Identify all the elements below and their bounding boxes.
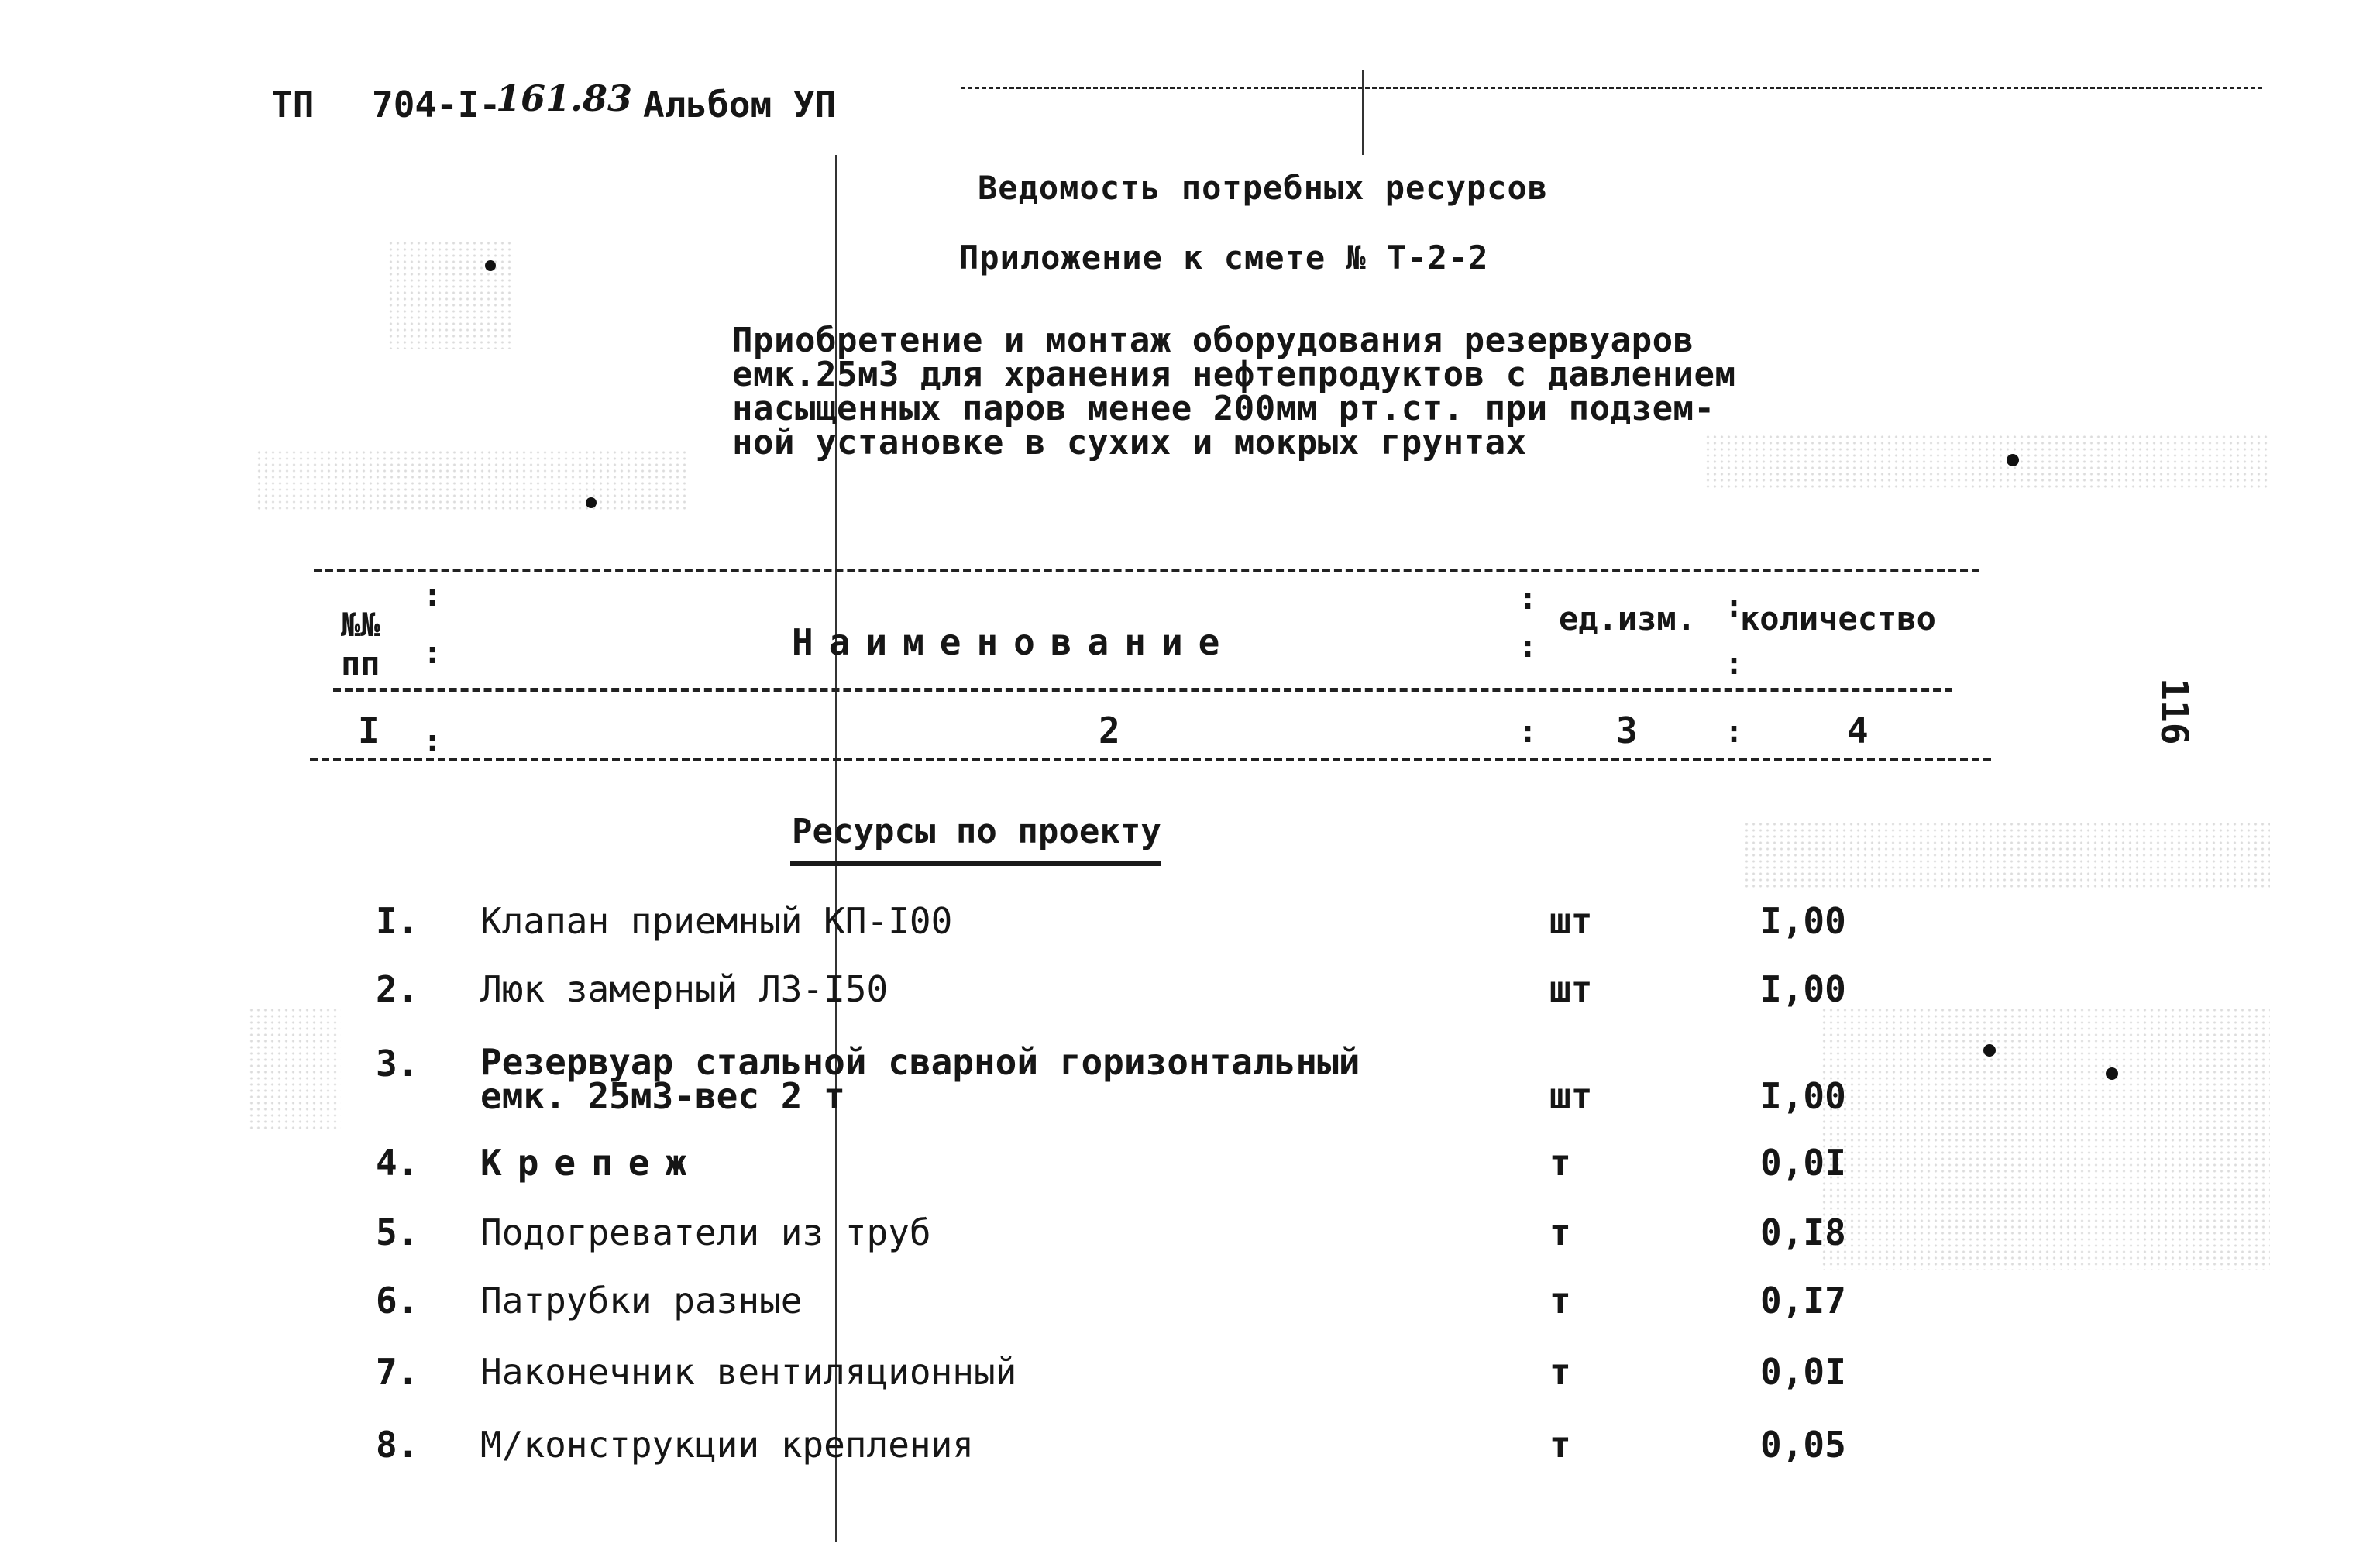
row-name: Патрубки разные <box>480 1280 803 1322</box>
row-name: Крепеж <box>480 1142 703 1184</box>
scan-speck <box>2007 454 2019 466</box>
row-name: Наконечник вентиляционный <box>480 1351 1017 1393</box>
column-separator: : <box>1518 581 1538 617</box>
table-header-rule <box>333 688 1952 692</box>
row-number: 4. <box>376 1142 419 1184</box>
row-qty: 0,0I <box>1760 1351 1846 1393</box>
row-name: Подогреватели из труб <box>480 1212 931 1253</box>
scan-noise <box>1821 1007 2270 1270</box>
album-label: Альбом УП <box>643 84 837 125</box>
row-unit: шт <box>1549 900 1593 942</box>
row-qty: 0,0I <box>1760 1142 1846 1184</box>
row-number: 8. <box>376 1424 419 1466</box>
column-separator: : <box>1725 589 1744 624</box>
section-title-underline <box>790 861 1161 866</box>
estimate-subtitle: Приложение к смете № Т-2-2 <box>959 239 1489 277</box>
project-number: 704-I- <box>372 84 501 125</box>
doc-code: ТП <box>271 84 315 125</box>
row-unit: шт <box>1549 1075 1593 1117</box>
scan-speck <box>1983 1044 1996 1057</box>
row-unit: шт <box>1549 968 1593 1010</box>
col-header-num: пп <box>341 644 380 682</box>
header-dashed-rule <box>961 87 2262 89</box>
scan-noise <box>387 240 511 349</box>
col-header-num: №№ <box>341 606 380 644</box>
row-number: 7. <box>376 1351 419 1393</box>
row-qty: 0,I8 <box>1760 1212 1846 1253</box>
row-number: 6. <box>376 1280 419 1322</box>
row-name-continuation: емк. 25м3-вес 2 т <box>480 1075 845 1117</box>
row-unit: т <box>1549 1142 1571 1184</box>
col-header-qty: количество <box>1740 600 1936 638</box>
document-title: Ведомость потребных ресурсов <box>978 169 1549 207</box>
row-qty: 0,I7 <box>1760 1280 1846 1322</box>
col-number: 3 <box>1616 710 1638 751</box>
column-separator: : <box>1725 646 1744 682</box>
page-number: 116 <box>2152 678 2196 745</box>
column-separator: : <box>423 635 442 671</box>
row-name: Люк замерный ЛЗ-I50 <box>480 968 889 1010</box>
table-colnum-rule <box>310 758 1991 761</box>
scan-speck <box>485 260 496 271</box>
row-name: Клапан приемный КП-I00 <box>480 900 953 942</box>
row-number: I. <box>376 900 419 942</box>
col-number: 4 <box>1847 710 1869 751</box>
row-qty: 0,05 <box>1760 1424 1846 1466</box>
row-qty: I,00 <box>1760 968 1846 1010</box>
row-name: Резервуар стальной сварной горизонтальный <box>480 1041 1360 1083</box>
row-qty: I,00 <box>1760 1075 1846 1117</box>
col-number: 2 <box>1099 710 1120 751</box>
column-separator: : <box>1725 714 1744 750</box>
column-separator: : <box>423 724 442 759</box>
description-line: емк.25м3 для хранения нефтепродуктов с давлением <box>732 355 1736 394</box>
description-line: насыщенных паров менее 200мм рт.ст. при подзем- <box>732 389 1715 428</box>
scan-noise <box>1704 434 2270 488</box>
scan-speck <box>2106 1067 2118 1080</box>
col-number: I <box>358 710 380 751</box>
scan-noise <box>256 449 690 511</box>
scan-speck <box>586 497 597 508</box>
row-qty: I,00 <box>1760 900 1846 942</box>
description-line: Приобретение и монтаж оборудования резервуаров <box>732 321 1694 360</box>
row-unit: т <box>1549 1212 1571 1253</box>
column-separator: : <box>1518 629 1538 665</box>
handwritten-number: 161.83 <box>496 77 633 119</box>
row-number: 2. <box>376 968 419 1010</box>
col-header-name: Наименование <box>792 621 1236 663</box>
table-top-rule <box>314 569 1979 572</box>
column-separator: : <box>423 578 442 614</box>
section-title: Ресурсы по проекту <box>792 812 1161 851</box>
row-number: 5. <box>376 1212 419 1253</box>
scan-noise <box>1743 821 2270 891</box>
row-unit: т <box>1549 1424 1571 1466</box>
row-unit: т <box>1549 1351 1571 1393</box>
row-name: М/конструкции крепления <box>480 1424 974 1466</box>
scan-noise <box>248 1007 341 1131</box>
col-header-unit: ед.изм. <box>1559 600 1697 638</box>
column-separator: : <box>1518 714 1538 750</box>
row-unit: т <box>1549 1280 1571 1322</box>
row-number: 3. <box>376 1043 419 1084</box>
description-line: ной установке в сухих и мокрых грунтах <box>732 423 1527 462</box>
scan-line <box>1362 70 1364 155</box>
